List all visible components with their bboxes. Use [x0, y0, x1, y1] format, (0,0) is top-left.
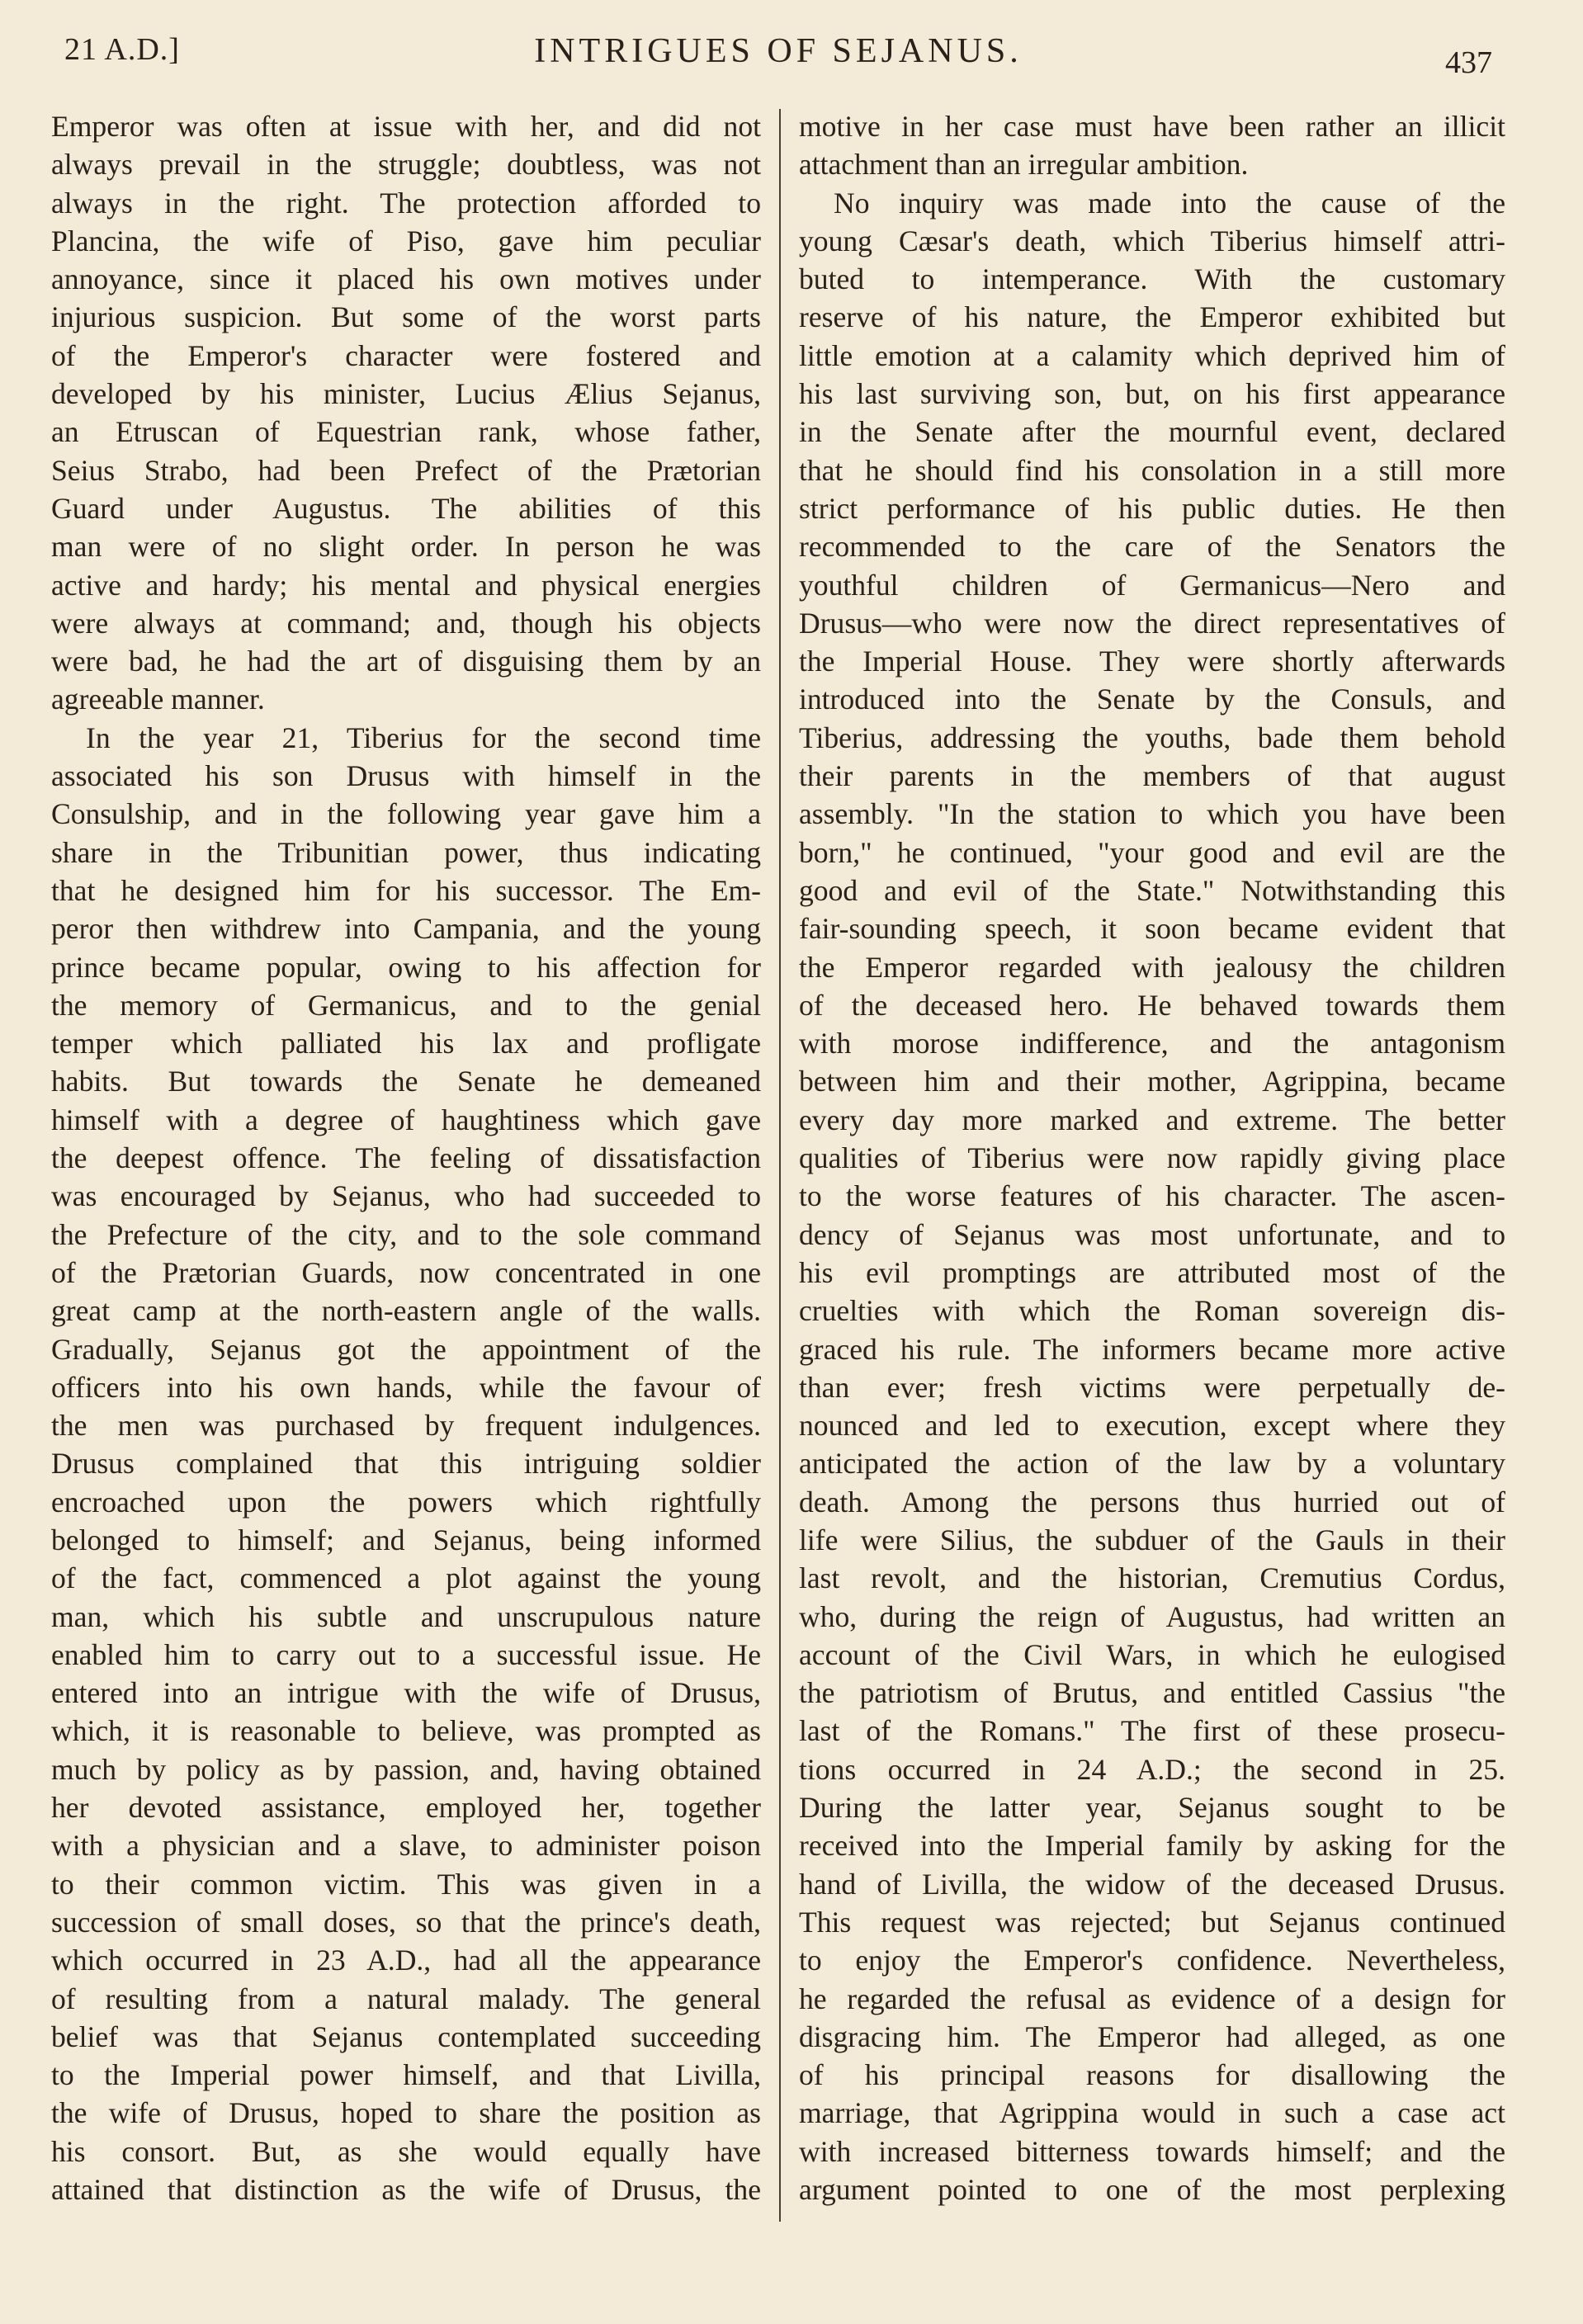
text-line: of his principal reasons for disallowing the	[799, 2058, 1505, 2092]
text-line: Drusus—who were now the direct representatives of	[799, 606, 1505, 640]
text-line: which occurred in 23 A.D., had all the appearance	[51, 1944, 761, 1977]
text-line: life were Silius, the subduer of the Gauls in their	[799, 1523, 1505, 1556]
text-line: argument pointed to one of the most perplexing	[799, 2173, 1505, 2207]
text-line: graced his rule. The informers became more active	[799, 1332, 1505, 1366]
text-line: youthful children of Germanicus—Nero and	[799, 568, 1505, 602]
text-line: Emperor was often at issue with her, and did not	[51, 110, 761, 143]
text-line: which, it is reasonable to believe, was prompted as	[51, 1714, 761, 1748]
text-line: to enjoy the Emperor's confidence. Nevertheless,	[799, 1944, 1505, 1977]
text-line: nounced and led to execution, except where they	[799, 1409, 1505, 1443]
text-line: than ever; fresh victims were perpetually de-	[799, 1370, 1505, 1404]
text-line: entered into an intrigue with the wife of Drusus,	[51, 1676, 761, 1710]
text-line: an Etruscan of Equestrian rank, whose father,	[51, 415, 761, 449]
text-line: prince became popular, owing to his affection for	[51, 950, 761, 984]
text-line: motive in her case must have been rather an illicit	[799, 110, 1505, 143]
text-line: with morose indifference, and the antagonism	[799, 1027, 1505, 1060]
text-line: his evil promptings are attributed most of the	[799, 1255, 1505, 1289]
text-line: Guard under Augustus. The abilities of this	[51, 491, 761, 525]
text-line: account of the Civil Wars, in which he eulogised	[799, 1637, 1505, 1671]
text-line: the Prefecture of the city, and to the sole command	[51, 1217, 761, 1251]
text-line: the men was purchased by frequent indulgences.	[51, 1409, 761, 1443]
date-marker: 21 A.D.]	[64, 32, 180, 67]
text-line: Seius Strabo, had been Prefect of the Prætorian	[51, 453, 761, 487]
text-line: to the Imperial power himself, and that Livilla,	[51, 2058, 761, 2092]
text-line: every day more marked and extreme. The better	[799, 1103, 1505, 1136]
text-line: In the year 21, Tiberius for the second time	[86, 720, 761, 754]
text-line: attained that distinction as the wife of Drusus, the	[51, 2173, 761, 2207]
text-line: to the worse features of his character. The ascen-	[799, 1179, 1505, 1213]
column-divider	[779, 109, 781, 2222]
text-line: his last surviving son, but, on his first appearance	[799, 377, 1505, 411]
text-line: of the fact, commenced a plot against the young	[51, 1561, 761, 1595]
text-line: with a physician and a slave, to administer poison	[51, 1829, 761, 1863]
text-line: belief was that Sejanus contemplated succeeding	[51, 2019, 761, 2053]
text-line: Tiberius, addressing the youths, bade them behold	[799, 720, 1505, 754]
text-line: received into the Imperial family by asking for the	[799, 1829, 1505, 1863]
text-line: who, during the reign of Augustus, had written an	[799, 1599, 1505, 1633]
text-line: introduced into the Senate by the Consuls, and	[799, 683, 1505, 716]
text-line: Consulship, and in the following year gave him a	[51, 797, 761, 831]
text-line: reserve of his nature, the Emperor exhibited but	[799, 300, 1505, 334]
text-line: man were of no slight order. In person he was	[51, 530, 761, 564]
text-line: last of the Romans." The first of these prosecu-	[799, 1714, 1505, 1748]
text-line: temper which palliated his lax and profligate	[51, 1027, 761, 1060]
text-line: the wife of Drusus, hoped to share the position as	[51, 2096, 761, 2130]
text-line: hand of Livilla, the widow of the deceased Drusus.	[799, 1867, 1505, 1901]
text-line: the Imperial House. They were shortly afterwards	[799, 645, 1505, 678]
text-line: that he designed him for his successor. The Em-	[51, 873, 761, 907]
text-line: Gradually, Sejanus got the appointment of the	[51, 1332, 761, 1366]
text-line: dency of Sejanus was most unfortunate, and to	[799, 1217, 1505, 1251]
text-line: annoyance, since it placed his own motives under	[51, 262, 761, 296]
text-line: his consort. But, as she would equally have	[51, 2134, 761, 2168]
text-line: that he should find his consolation in a still more	[799, 453, 1505, 487]
text-line: he regarded the refusal as evidence of a design for	[799, 1982, 1505, 2015]
running-title: INTRIGUES OF SEJANUS.	[534, 32, 1023, 70]
text-line: between him and their mother, Agrippina, became	[799, 1065, 1505, 1098]
text-line: agreeable manner.	[51, 683, 265, 716]
text-line: qualities of Tiberius were now rapidly giving place	[799, 1141, 1505, 1175]
text-line: During the latter year, Sejanus sought to be	[799, 1791, 1505, 1825]
text-line: peror then withdrew into Campania, and the young	[51, 912, 761, 946]
text-line: her devoted assistance, employed her, together	[51, 1791, 761, 1825]
text-line: of the Emperor's character were fostered and	[51, 338, 761, 372]
text-line: officers into his own hands, while the favour of	[51, 1370, 761, 1404]
text-line: always prevail in the struggle; doubtless, was not	[51, 148, 761, 182]
text-line: active and hardy; his mental and physical energies	[51, 568, 761, 602]
text-line: little emotion at a calamity which deprived him of	[799, 338, 1505, 372]
text-line: of resulting from a natural malady. The general	[51, 1982, 761, 2015]
text-line: injurious suspicion. But some of the worst parts	[51, 300, 761, 334]
text-line: recommended to the care of the Senators the	[799, 530, 1505, 564]
page-header	[64, 31, 1492, 81]
text-line: great camp at the north-eastern angle of the walls.	[51, 1294, 761, 1328]
text-line: enabled him to carry out to a successful issue. He	[51, 1637, 761, 1671]
left-column	[51, 107, 761, 2208]
text-line: were always at command; and, though his objects	[51, 606, 761, 640]
text-line: young Cæsar's death, which Tiberius himself attri-	[799, 224, 1505, 257]
text-line: Drusus complained that this intriguing soldier	[51, 1447, 761, 1481]
text-line: anticipated the action of the law by a voluntary	[799, 1447, 1505, 1481]
text-line: marriage, that Agrippina would in such a case act	[799, 2096, 1505, 2130]
text-line: attachment than an irregular ambition.	[799, 148, 1249, 182]
text-line: cruelties with which the Roman sovereign dis-	[799, 1294, 1505, 1328]
text-line: with increased bitterness towards himself; and the	[799, 2134, 1505, 2168]
text-line: tions occurred in 24 A.D.; the second in 25.	[799, 1752, 1505, 1786]
text-line: much by policy as by passion, and, having obtained	[51, 1752, 761, 1786]
text-line: man, which his subtle and unscrupulous nature	[51, 1599, 761, 1633]
text-line: This request was rejected; but Sejanus continued	[799, 1905, 1505, 1939]
text-line: Plancina, the wife of Piso, gave him peculiar	[51, 224, 761, 257]
text-line: habits. But towards the Senate he demeaned	[51, 1065, 761, 1098]
text-line: assembly. "In the station to which you have been	[799, 797, 1505, 831]
text-line: last revolt, and the historian, Cremutius Cordus,	[799, 1561, 1505, 1595]
text-line: always in the right. The protection afforded to	[51, 186, 761, 220]
right-column	[799, 107, 1505, 2208]
text-line: associated his son Drusus with himself in the	[51, 759, 761, 793]
text-line: of the Prætorian Guards, now concentrated in one	[51, 1255, 761, 1289]
text-line: succession of small doses, so that the prince's death,	[51, 1905, 761, 1939]
text-line: to their common victim. This was given in a	[51, 1867, 761, 1901]
text-line: good and evil of the State." Notwithstanding this	[799, 873, 1505, 907]
text-line: the deepest offence. The feeling of dissatisfaction	[51, 1141, 761, 1175]
text-line: belonged to himself; and Sejanus, being informed	[51, 1523, 761, 1556]
text-line: No inquiry was made into the cause of the	[834, 186, 1505, 220]
text-line: of the deceased hero. He behaved towards them	[799, 988, 1505, 1022]
text-line: fair-sounding speech, it soon became evident that	[799, 912, 1505, 946]
page-number: 437	[1445, 45, 1492, 80]
text-line: in the Senate after the mournful event, declared	[799, 415, 1505, 449]
text-line: buted to intemperance. With the customary	[799, 262, 1505, 296]
text-line: developed by his minister, Lucius Ælius Sejanus,	[51, 377, 761, 411]
text-line: encroached upon the powers which rightfully	[51, 1485, 761, 1519]
text-line: himself with a degree of haughtiness which gave	[51, 1103, 761, 1136]
text-line: were bad, he had the art of disguising them by an	[51, 645, 761, 678]
text-line: the memory of Germanicus, and to the genial	[51, 988, 761, 1022]
text-line: disgracing him. The Emperor had alleged, as one	[799, 2019, 1505, 2053]
text-line: was encouraged by Sejanus, who had succeeded to	[51, 1179, 761, 1213]
text-line: the patriotism of Brutus, and entitled Cassius "the	[799, 1676, 1505, 1710]
text-line: share in the Tribunitian power, thus indicating	[51, 835, 761, 869]
text-line: their parents in the members of that august	[799, 759, 1505, 793]
text-line: strict performance of his public duties. He then	[799, 491, 1505, 525]
text-line: death. Among the persons thus hurried out of	[799, 1485, 1505, 1519]
text-line: born," he continued, "your good and evil are the	[799, 835, 1505, 869]
text-line: the Emperor regarded with jealousy the children	[799, 950, 1505, 984]
